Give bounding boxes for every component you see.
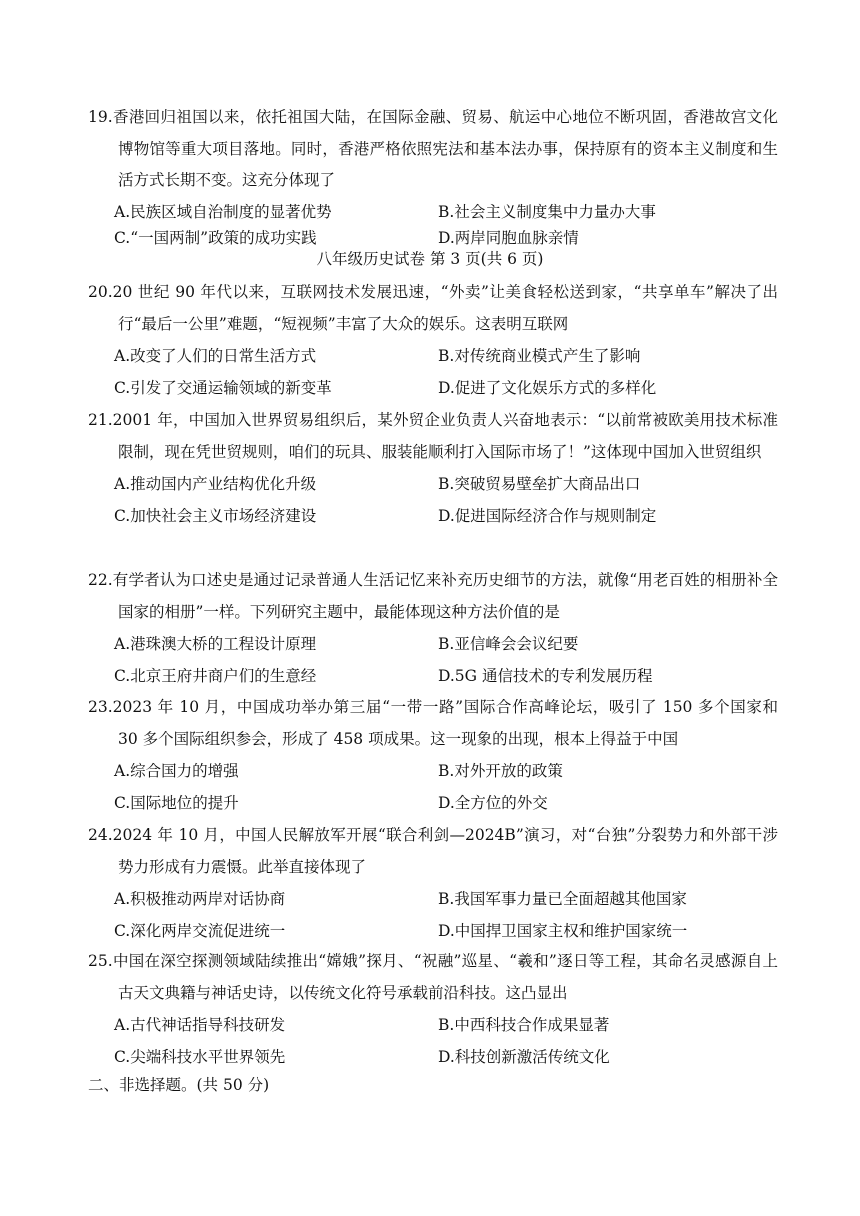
option-d: D.中国捍卫国家主权和维护国家统一 bbox=[438, 922, 688, 940]
question-stem: 20.20 世纪 90 年代以来，互联网技术发展迅速，“外卖”让美食轻松送到家，“共享单车”解决了出行“最后一公里”难题，“短视频”丰富了大众的娱乐。这表明互联网 bbox=[88, 283, 778, 333]
question-25 bbox=[88, 946, 778, 1073]
question-21 bbox=[88, 405, 778, 532]
question-stem: 23.2023 年 10 月，中国成功举办第三届“一带一路”国际合作高峰论坛，吸引了 150 多个国家和 30 多个国际组织参会，形成了 458 项成果。这一现象的出现，根本上得益于中国 bbox=[88, 698, 778, 748]
question-options bbox=[88, 1009, 778, 1073]
option-a: A.推动国内产业结构优化升级 bbox=[114, 475, 317, 493]
question-options bbox=[88, 883, 778, 947]
option-a: A.民族区域自治制度的显著优势 bbox=[114, 202, 332, 221]
option-b: B.亚信峰会会议纪要 bbox=[438, 635, 579, 653]
question-stem: 24.2024 年 10 月，中国人民解放军开展“联合利剑—2024B”演习，对“台独”分裂势力和外部干涉势力形成有力震慑。此举直接体现了 bbox=[88, 826, 778, 876]
option-d: D.科技创新激活传统文化 bbox=[438, 1048, 610, 1066]
question-options bbox=[88, 468, 778, 532]
option-b: B.对传统商业模式产生了影响 bbox=[438, 347, 641, 365]
option-a: A.港珠澳大桥的工程设计原理 bbox=[114, 635, 317, 653]
option-c: C.北京王府井商户们的生意经 bbox=[114, 667, 317, 685]
option-c: C.深化两岸交流促进统一 bbox=[114, 922, 286, 940]
option-d: D.促进国际经济合作与规则制定 bbox=[438, 507, 657, 525]
option-a: A.积极推动两岸对话协商 bbox=[114, 890, 286, 908]
question-19 bbox=[88, 102, 778, 255]
question-24 bbox=[88, 820, 778, 947]
option-a: A.综合国力的增强 bbox=[114, 762, 239, 780]
question-stem: 19.香港回归祖国以来，依托祖国大陆，在国际金融、贸易、航运中心地位不断巩固，香港故宫文化博物馆等重大项目落地。同时，香港严格依照宪法和基本法办事，保持原有的资本主义制度和生活方式长期不变。这充分体现了 bbox=[88, 108, 778, 189]
option-b: B.社会主义制度集中力量办大事 bbox=[438, 202, 656, 221]
option-c: C.“一国两制”政策的成功实践 bbox=[114, 228, 317, 247]
question-options bbox=[88, 755, 778, 819]
option-d: D.两岸同胞血脉亲情 bbox=[438, 228, 579, 247]
question-stem: 21.2001 年，中国加入世界贸易组织后，某外贸企业负责人兴奋地表示：“以前常被欧美用技术标准限制，现在凭世贸规则，咱们的玩具、服装能顺利打入国际市场了！”这体现中国加入世贸组织 bbox=[88, 411, 778, 461]
question-stem: 22.有学者认为口述史是通过记录普通人生活记忆来补充历史细节的方法，就像“用老百姓的相册补全国家的相册”一样。下列研究主题中，最能体现这种方法价值的是 bbox=[88, 571, 778, 621]
option-c: C.加快社会主义市场经济建设 bbox=[114, 507, 317, 525]
option-b: B.中西科技合作成果显著 bbox=[438, 1016, 610, 1034]
option-c: C.引发了交通运输领域的新变革 bbox=[114, 379, 332, 397]
option-b: B.我国军事力量已全面超越其他国家 bbox=[438, 890, 687, 908]
option-c: C.国际地位的提升 bbox=[114, 794, 239, 812]
option-b: B.对外开放的政策 bbox=[438, 762, 563, 780]
question-20 bbox=[88, 277, 778, 404]
option-b: B.突破贸易壁垒扩大商品出口 bbox=[438, 475, 641, 493]
option-a: A.古代神话指导科技研发 bbox=[114, 1016, 286, 1034]
question-options bbox=[88, 340, 778, 404]
option-c: C.尖端科技水平世界领先 bbox=[114, 1048, 286, 1066]
question-options bbox=[88, 628, 778, 692]
option-d: D.促进了文化娱乐方式的多样化 bbox=[438, 379, 657, 397]
question-options bbox=[88, 197, 778, 255]
question-22 bbox=[88, 565, 778, 692]
option-a: A.改变了人们的日常生活方式 bbox=[114, 347, 317, 365]
question-23 bbox=[88, 692, 778, 819]
option-d: D.5G 通信技术的专利发展历程 bbox=[438, 667, 653, 685]
question-stem: 25.中国在深空探测领域陆续推出“嫦娥”探月、“祝融”巡星、“羲和”逐日等工程，其命名灵感源自上古天文典籍与神话史诗，以传统文化符号承载前沿科技。这凸显出 bbox=[88, 952, 778, 1002]
option-d: D.全方位的外交 bbox=[438, 794, 548, 812]
section-heading: 二、非选择题。(共 50 分) bbox=[88, 1076, 270, 1094]
page-footer: 八年级历史试卷 第 3 页(共 6 页) bbox=[316, 250, 544, 268]
